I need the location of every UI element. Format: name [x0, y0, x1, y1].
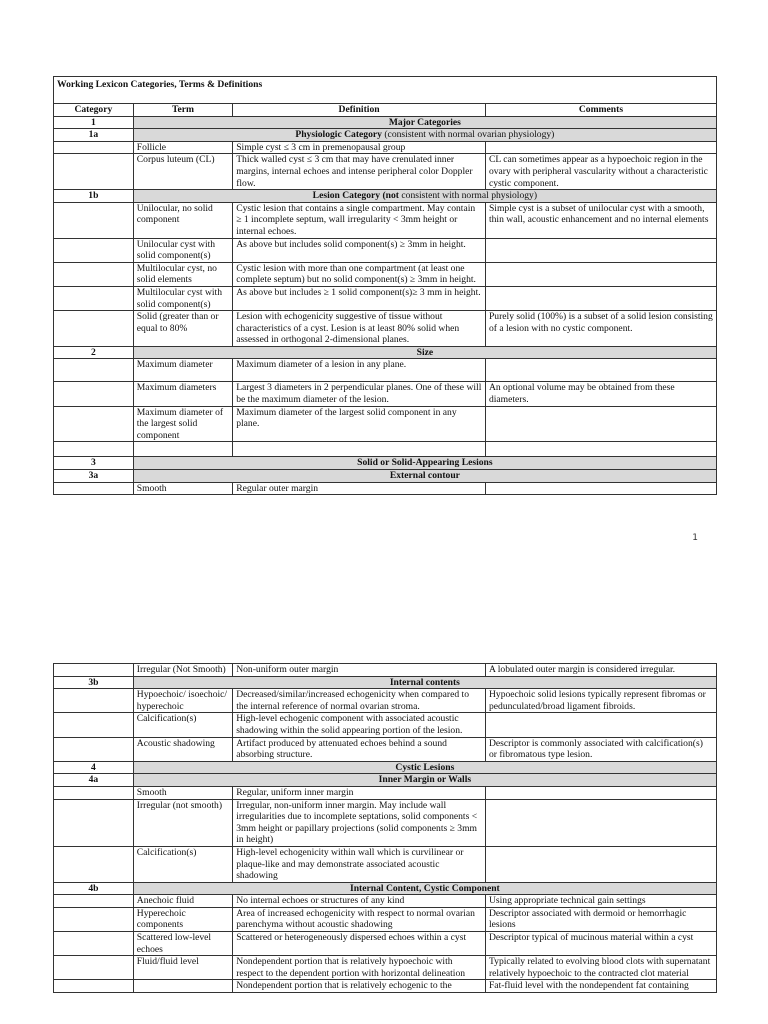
comment-cell [485, 406, 716, 442]
comment-cell: Descriptor is commonly associated with calcification(s) or fibromatous type lesion. [485, 737, 716, 761]
section-title [133, 190, 716, 203]
term-cell: Multilocular cyst, no solid elements [133, 262, 232, 286]
section-category: 4 [54, 761, 134, 774]
table-row [54, 382, 717, 406]
term-cell: Scattered low-level echoes [133, 932, 232, 956]
table-row [54, 154, 717, 190]
table-row [54, 689, 717, 713]
comment-cell: Typically related to evolving blood clots with supernatant relatively hypoechoic to the contracted clot material [485, 956, 716, 980]
table-row [54, 359, 717, 382]
table-row [54, 737, 717, 761]
term-cell: Maximum diameter of the largest solid component [133, 406, 232, 442]
definition-cell: Area of increased echogenicity with respect to normal ovarian parenchyma without acoustic shadowing [233, 907, 486, 931]
term-cell: Unilocular, no solid component [133, 202, 232, 238]
section-title [133, 761, 716, 774]
definition-cell: Nondependent portion that is relatively hypoechoic with respect to the dependent portion with horizontal delineation [233, 956, 486, 980]
section-category: 4b [54, 882, 134, 895]
section-row [54, 190, 717, 203]
term-cell: Acoustic shadowing [133, 737, 232, 761]
table-row [54, 202, 717, 238]
definition-cell: High-level echogenic component with associated acoustic shadowing within the solid appearing portion of the lesion. [233, 713, 486, 737]
empty-cell [54, 442, 134, 457]
table-header-row [54, 104, 717, 117]
section-category: 3b [54, 676, 134, 689]
comment-cell [485, 713, 716, 737]
section-title-text: Size [416, 346, 434, 358]
document-page-2 [0, 658, 768, 1024]
section-title-text: External contour [389, 470, 460, 482]
section-row [54, 761, 717, 774]
table-row [54, 141, 717, 154]
definition-cell: Nondependent portion that is relatively echogenic to the [233, 980, 486, 993]
term-cell: Multilocular cyst with solid component(s) [133, 286, 232, 310]
term-cell: Calcification(s) [133, 846, 232, 882]
category-cell [54, 382, 134, 406]
section-subtitle: consistent with normal physiology) [399, 190, 538, 202]
table-row [54, 786, 717, 799]
section-category: 1b [54, 190, 134, 203]
section-title [133, 346, 716, 359]
section-row [54, 457, 717, 470]
definition-cell: Cystic lesion that contains a single compartment. May contain ≥ 1 incomplete septum, wall irregularity < 3mm height or internal echoes. [233, 202, 486, 238]
header-definition: Definition [233, 104, 486, 117]
term-cell: Hypoechoic/ isoechoic/ hyperechoic [133, 689, 232, 713]
section-category: 3a [54, 470, 134, 483]
table-row [54, 664, 717, 677]
definition-cell: Thick walled cyst ≤ 3 cm that may have crenulated inner margins, internal echoes and intense peripheral color Doppler flow. [233, 154, 486, 190]
category-cell [54, 238, 134, 262]
lexicon-table-page-2 [53, 663, 717, 993]
definition-cell: Decreased/similar/increased echogenicity when compared to the internal reference of normal ovarian stroma. [233, 689, 486, 713]
section-row [54, 346, 717, 359]
category-cell [54, 141, 134, 154]
definition-cell: As above but includes solid component(s) ≥ 3mm in height. [233, 238, 486, 262]
category-cell [54, 262, 134, 286]
definition-cell: High-level echogenicity within wall which is curvilinear or plaque-like and may demonstrate associated acoustic shadowing [233, 846, 486, 882]
category-cell [54, 980, 134, 993]
section-title-text: Internal Content, Cystic Component [349, 882, 500, 894]
comment-cell [485, 238, 716, 262]
table-row [54, 956, 717, 980]
definition-cell: Lesion with echogenicity suggestive of tissue without characteristics of a cyst. Lesion is at least 80% solid when assessed in orthogonal 2-dimensional planes. [233, 311, 486, 347]
empty-cell [485, 442, 716, 457]
category-cell [54, 786, 134, 799]
category-cell [54, 932, 134, 956]
comment-cell [485, 482, 716, 495]
section-title [133, 129, 716, 142]
comment-cell [485, 141, 716, 154]
definition-cell: No internal echoes or structures of any kind [233, 895, 486, 908]
comment-cell: Descriptor associated with dermoid or hemorrhagic lesions [485, 907, 716, 931]
section-row [54, 470, 717, 483]
category-cell [54, 799, 134, 846]
header-category: Category [54, 104, 134, 117]
comment-cell [485, 286, 716, 310]
category-cell [54, 713, 134, 737]
term-cell: Solid (greater than or equal to 80% [133, 311, 232, 347]
term-cell: Smooth [133, 786, 232, 799]
table-row [54, 799, 717, 846]
comment-cell: Descriptor typical of mucinous material within a cyst [485, 932, 716, 956]
category-cell [54, 359, 134, 382]
section-title [133, 116, 716, 129]
category-cell [54, 664, 134, 677]
empty-cell [133, 442, 232, 457]
table-row [54, 932, 717, 956]
category-cell [54, 907, 134, 931]
section-category: 3 [54, 457, 134, 470]
term-cell [133, 980, 232, 993]
definition-cell: Simple cyst ≤ 3 cm in premenopausal group [233, 141, 486, 154]
comment-cell [485, 359, 716, 382]
table-row [54, 846, 717, 882]
header-term: Term [133, 104, 232, 117]
comment-cell [485, 786, 716, 799]
definition-cell: Irregular, non-uniform inner margin. May include wall irregularities due to incomplete septations, solid components < 3mm height or papillary projections (solid components ≥ 3mm in height) [233, 799, 486, 846]
term-cell: Follicle [133, 141, 232, 154]
section-title-text: Physiologic Category [295, 129, 382, 141]
section-row [54, 774, 717, 787]
section-title [133, 457, 716, 470]
section-row [54, 882, 717, 895]
section-row [54, 676, 717, 689]
term-cell: Hyperechoic components [133, 907, 232, 931]
section-title-text: Solid or Solid-Appearing Lesions [357, 457, 493, 469]
section-category: 1 [54, 116, 134, 129]
term-cell: Irregular (Not Smooth) [133, 664, 232, 677]
term-cell: Anechoic fluid [133, 895, 232, 908]
section-subtitle: (consistent with normal ovarian physiology) [381, 129, 555, 141]
category-cell [54, 406, 134, 442]
section-category: 1a [54, 129, 134, 142]
category-cell [54, 202, 134, 238]
section-title-text: Major Categories [388, 116, 461, 128]
definition-cell: As above but includes ≥ 1 solid component(s)≥ 3 mm in height. [233, 286, 486, 310]
comment-cell: Simple cyst is a subset of unilocular cyst with a smooth, thin wall, acoustic enhancement and no internal elements [485, 202, 716, 238]
spacer-row [54, 442, 717, 457]
section-title-text: Internal contents [389, 676, 460, 688]
definition-cell: Maximum diameter of a lesion in any plane. [233, 359, 486, 382]
page-number: 1 [692, 533, 698, 543]
term-cell: Calcification(s) [133, 713, 232, 737]
lexicon-table-page-1 [53, 76, 717, 495]
category-cell [54, 737, 134, 761]
section-title [133, 470, 716, 483]
section-title-text: Inner Margin or Walls [378, 774, 472, 786]
term-cell: Irregular (not smooth) [133, 799, 232, 846]
category-cell [54, 154, 134, 190]
comment-cell: An optional volume may be obtained from these diameters. [485, 382, 716, 406]
comment-cell [485, 846, 716, 882]
definition-cell: Cystic lesion with more than one compartment (at least one complete septum) but no solid component(s) ≥ 3mm in height. [233, 262, 486, 286]
comment-cell: Using appropriate technical gain settings [485, 895, 716, 908]
table-row [54, 907, 717, 931]
comment-cell: Fat-fluid level with the nondependent fat containing [485, 980, 716, 993]
table-row [54, 713, 717, 737]
section-category: 2 [54, 346, 134, 359]
comment-cell [485, 262, 716, 286]
table-title: Working Lexicon Categories, Terms & Definitions [54, 77, 717, 104]
definition-cell: Regular outer margin [233, 482, 486, 495]
category-cell [54, 956, 134, 980]
category-cell [54, 311, 134, 347]
empty-cell [233, 442, 486, 457]
table-row [54, 238, 717, 262]
page-gap [0, 558, 768, 658]
section-title [133, 774, 716, 787]
category-cell [54, 846, 134, 882]
term-cell: Maximum diameter [133, 359, 232, 382]
definition-cell: Regular, uniform inner margin [233, 786, 486, 799]
table-row [54, 311, 717, 347]
category-cell [54, 482, 134, 495]
definition-cell: Artifact produced by attenuated echoes behind a sound absorbing structure. [233, 737, 486, 761]
term-cell: Fluid/fluid level [133, 956, 232, 980]
term-cell: Smooth [133, 482, 232, 495]
comment-cell: Hypoechoic solid lesions typically represent fibromas or pedunculated/broad ligament fibroids. [485, 689, 716, 713]
section-title [133, 882, 716, 895]
section-title-text: Cystic Lesions [395, 761, 455, 773]
comment-cell: A lobulated outer margin is considered irregular. [485, 664, 716, 677]
table-row [54, 980, 717, 993]
definition-cell: Scattered or heterogeneously dispersed echoes within a cyst [233, 932, 486, 956]
definition-cell: Maximum diameter of the largest solid component in any plane. [233, 406, 486, 442]
term-cell: Unilocular cyst with solid component(s) [133, 238, 232, 262]
section-row [54, 129, 717, 142]
table-row [54, 406, 717, 442]
category-cell [54, 895, 134, 908]
comment-cell: Purely solid (100%) is a subset of a solid lesion consisting of a lesion with no cystic component. [485, 311, 716, 347]
category-cell [54, 689, 134, 713]
section-title-text: Lesion Category (not [312, 190, 400, 202]
table-row [54, 895, 717, 908]
section-category: 4a [54, 774, 134, 787]
table-row [54, 262, 717, 286]
section-title [133, 676, 716, 689]
definition-cell: Largest 3 diameters in 2 perpendicular planes. One of these will be the maximum diameter of the lesion. [233, 382, 486, 406]
term-cell: Corpus luteum (CL) [133, 154, 232, 190]
section-row [54, 116, 717, 129]
table-title-row [54, 77, 717, 104]
header-comments: Comments [485, 104, 716, 117]
term-cell: Maximum diameters [133, 382, 232, 406]
category-cell [54, 286, 134, 310]
definition-cell: Non-uniform outer margin [233, 664, 486, 677]
table-row [54, 482, 717, 495]
comment-cell: CL can sometimes appear as a hypoechoic region in the ovary with peripheral vascularity without a characteristic cystic component. [485, 154, 716, 190]
table-row [54, 286, 717, 310]
comment-cell [485, 799, 716, 846]
